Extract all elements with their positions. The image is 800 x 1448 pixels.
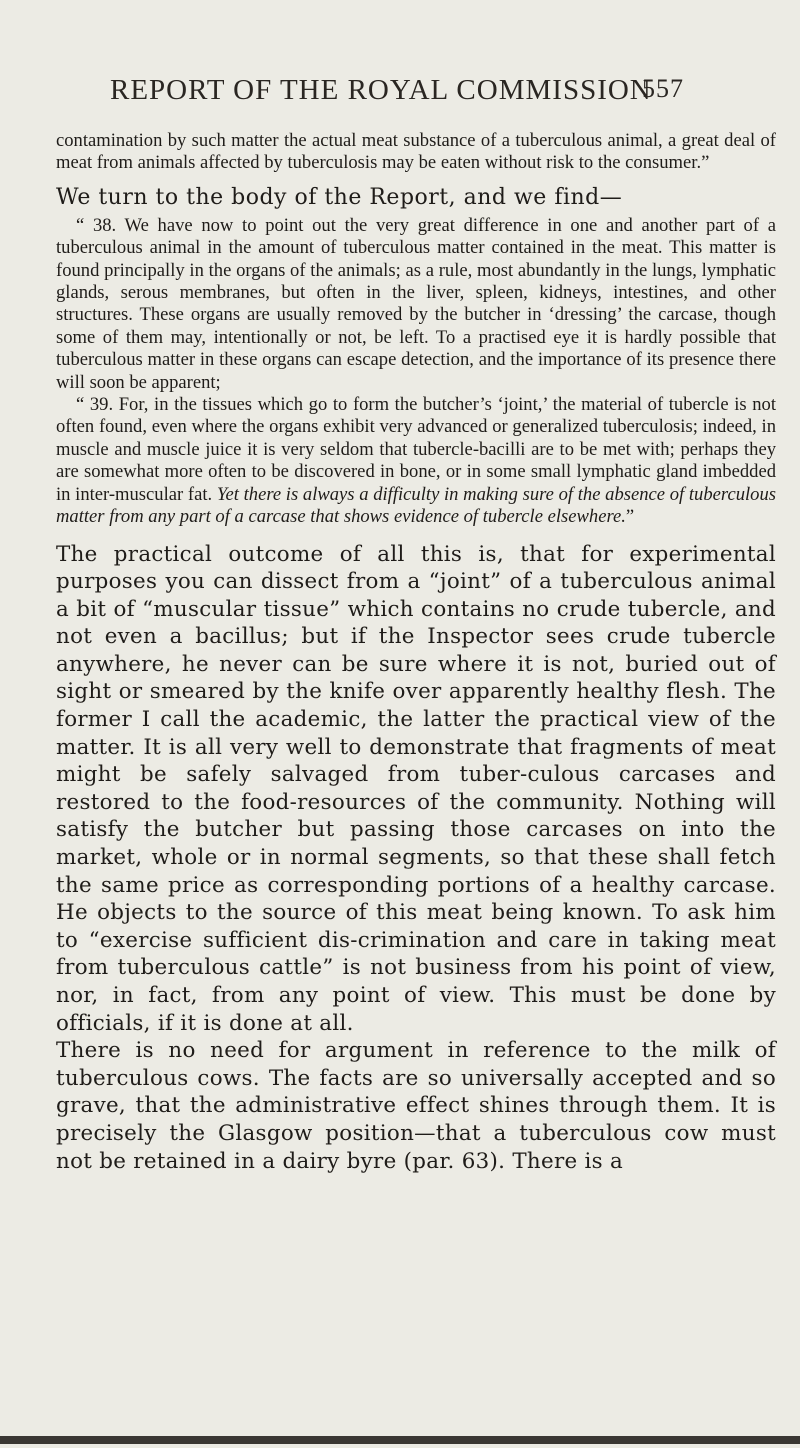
quote-39-close: ” [625, 506, 635, 528]
paragraph-quote-38: “ 38. We have now to point out the very great difference in one and another part of a tuberculous animal in the amount of tuberculous matter contained in the meat. This matter is found principally in the organs of the animals; as a rule, most abundantly in the lungs, lymphatic glands, serous membranes, but often in the liver, spleen, kidneys, intestines, and other structures. These organs are usually removed by the butcher in ‘dressing’ the carcase, though some of them may, intentionally or not, be left. To a practised eye it is hardly possible that tuberculous matter in these organs can escape detection, and the importance of its presence there will soon be apparent; [56, 214, 776, 393]
body-text [56, 130, 776, 1175]
paragraph-practical-outcome: The practical outcome of all this is, that for experimental purposes you can dissect from a “joint” of a tuberculous animal a bit of “muscular tissue” which contains no crude tubercle, and not even a bacillus; but if the Inspector sees crude tubercle anywhere, he never can be sure where it is not, buried out of sight or smeared by the knife over apparently healthy flesh. The former I call the academic, the latter the practical view of the matter. It is all very well to demonstrate that fragments of meat might be safely salvaged from tuber-culous carcases and restored to the food-resources of the community. Nothing will satisfy the butcher but passing those carcases on into the market, whole or in normal segments, so that these shall fetch the same price as corresponding portions of a healthy carcase. He objects to the source of this meat being known. To ask him to “exercise sufficient dis-crimination and care in taking meat from tuberculous cattle” is not business from his point of view, nor, in fact, from any point of view. This must be done by officials, if it is done at all. [56, 541, 776, 1036]
page-number: 557 [642, 74, 684, 103]
running-title: REPORT OF THE ROYAL COMMISSION [110, 74, 652, 106]
paragraph-milk: There is no need for argument in reference to the milk of tuberculous cows. The facts are so universally accepted and so grave, that the administrative effect shines through them. It is precisely the Glasgow position—that a tuberculous cow must not be retained in a dairy byre (par. 63). There is a [56, 1038, 776, 1174]
quote-39-italic: Yet there is always a difficulty in making sure of the absence of tuberculous matter from any part of a carcase that shows evidence of tubercle elsewhere. [56, 483, 776, 528]
running-head [110, 74, 684, 114]
paragraph-quote-39 [56, 394, 776, 528]
quote-39-text: “ 39. For, in the tissues which go to form the butcher’s ‘joint,’ the material of tubercle is not often found, even where the organs exhibit very advanced or generalized tuberculosis; indeed, in muscle and muscle juice it is very seldom that tubercle-bacilli are to be met with; perhaps they are somewhat more often to be discovered in bone, or in some small lymphatic gland imbedded in inter-muscular fat. [56, 394, 776, 505]
paragraph-transition: We turn to the body of the Report, and we find— [56, 184, 623, 210]
paragraph-quote-continuation: contamination by such matter the actual meat substance of a tuberculous animal, a great deal of meat from animals affected by tuberculosis may be eaten without risk to the consumer.” [56, 130, 776, 174]
page-bottom-edge [0, 1436, 800, 1444]
